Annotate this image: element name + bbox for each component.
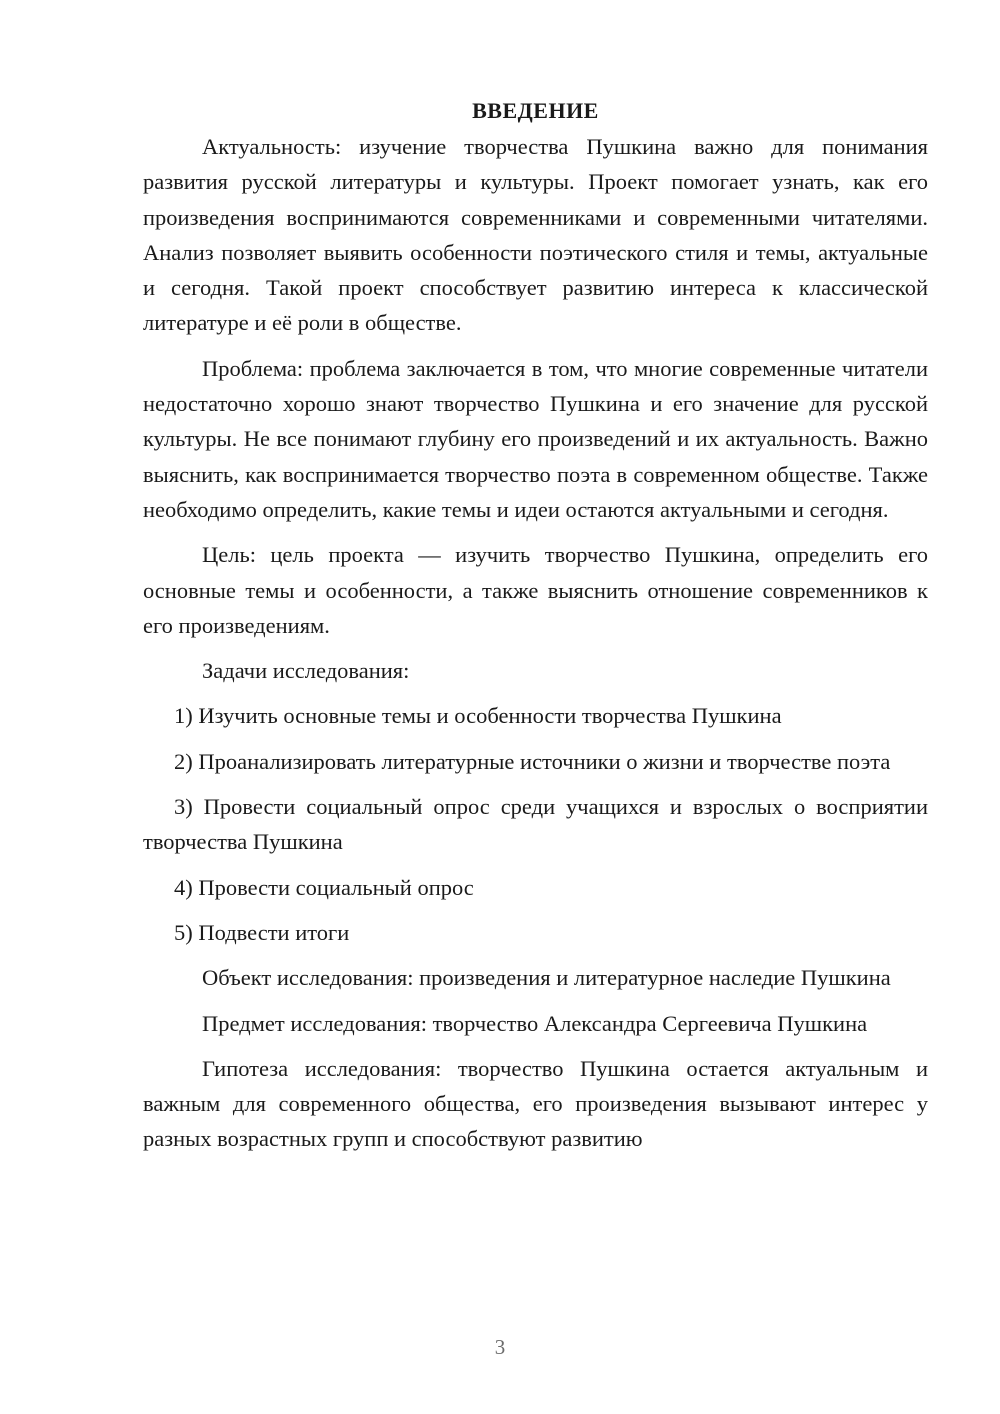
task-item: 5) Подвести итоги xyxy=(174,919,350,945)
tasks-heading: Задачи исследования: xyxy=(202,658,410,684)
task-item: 3) Провести социальный опрос среди учащихся и взрослых о восприятии творчества Пушкина xyxy=(143,794,928,855)
task-item: 1) Изучить основные темы и особенности творчества Пушкина xyxy=(174,703,782,729)
task-item: 4) Провести социальный опрос xyxy=(174,874,474,900)
object-paragraph: Объект исследования: произведения и литературное наследие Пушкина xyxy=(202,965,891,991)
problem-paragraph: Проблема: проблема заключается в том, что многие современные читатели недостаточно хорошо знают творчество Пушкина и его значение для русской культуры. Не все понимают глубину его произведений и их актуальность. Важно выяснить, как воспринимается творчество поэта в современном обществе. Также необходимо определить, какие темы и идеи остаются актуальными и сегодня. xyxy=(143,355,928,522)
task-item: 2) Проанализировать литературные источники о жизни и творчестве поэта xyxy=(174,748,891,774)
page-number: 3 xyxy=(494,1335,506,1359)
page-title: ВВЕДЕНИЕ xyxy=(472,98,599,123)
hypothesis-paragraph: Гипотеза исследования: творчество Пушкина остается актуальным и важным для современного общества, его произведения вызывают интерес у разных возрастных групп и способствуют развитию xyxy=(143,1055,928,1152)
goal-paragraph: Цель: цель проекта — изучить творчество Пушкина, определить его основные темы и особенности, а также выяснить отношение современников к его произведениям. xyxy=(143,542,928,638)
subject-paragraph: Предмет исследования: творчество Александра Сергеевича Пушкина xyxy=(202,1010,868,1036)
document-page xyxy=(143,96,928,1167)
relevance-paragraph: Актуальность: изучение творчества Пушкина важно для понимания развития русской литературы и культуры. Проект помогает узнать, как его произведения воспринимаются современниками и современными читателями. Анализ позволяет выявить особенности поэтического стиля и темы, актуальные и сегодня. Такой проект способствует развитию интереса к классической литературе и её роли в обществе. xyxy=(143,134,928,336)
